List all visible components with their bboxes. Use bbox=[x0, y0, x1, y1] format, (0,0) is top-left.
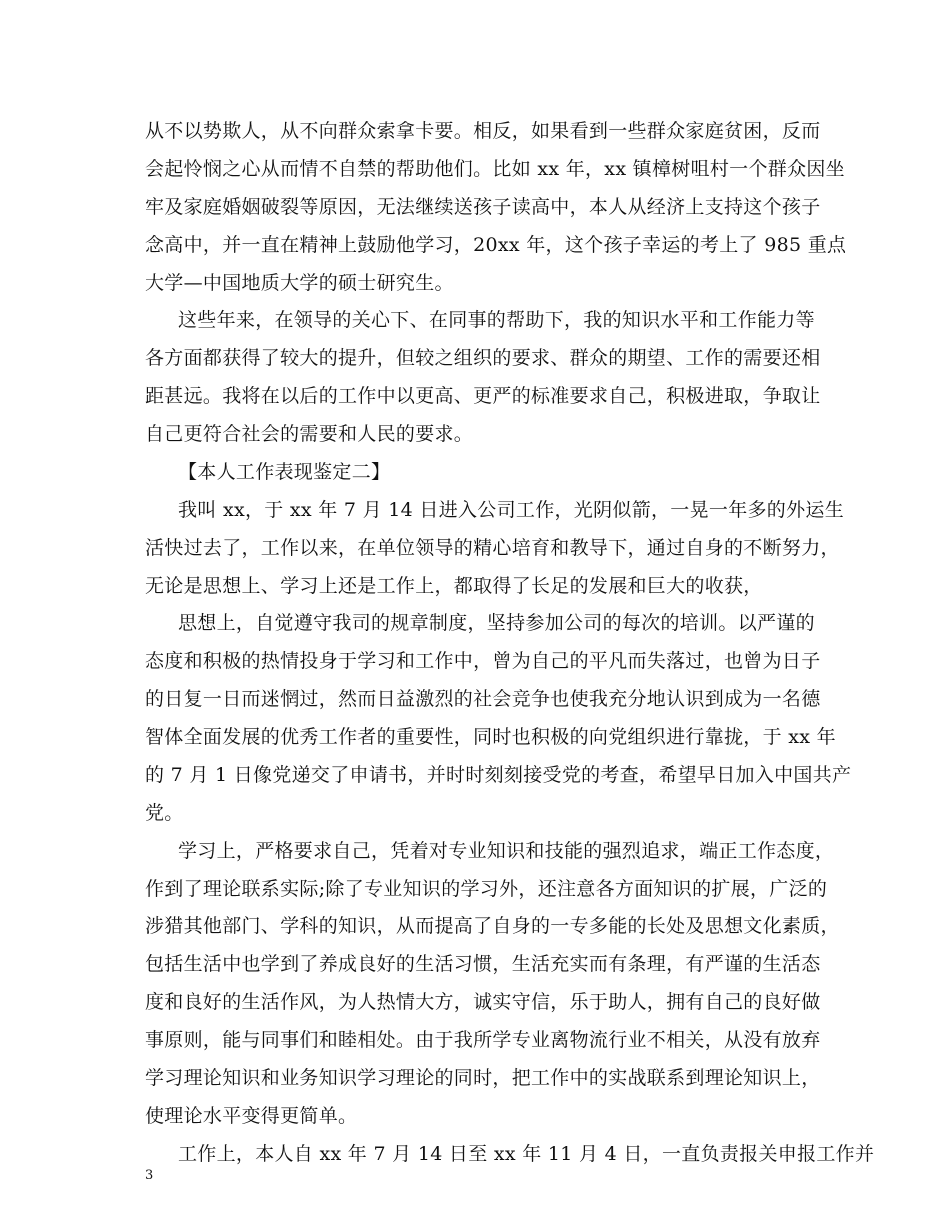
text-line: 涉猎其他部门、学科的知识，从而提高了自身的一专多能的长处及思想文化素质， bbox=[145, 915, 840, 937]
text-line: 使理论水平变得更简单。 bbox=[145, 1105, 358, 1127]
text-line: 大学—中国地质大学的硕士研究生。 bbox=[145, 272, 454, 294]
text-line: 学习理论知识和业务知识学习理论的同时，把工作中的实战联系到理论知识上， bbox=[145, 1067, 821, 1089]
text-line: 态度和积极的热情投身于学习和工作中，曾为自己的平凡而失落过，也曾为日子 bbox=[145, 650, 821, 672]
paragraph-first-line: 工作上，本人自 xx 年 7 月 14 日至 xx 年 11 月 4 日，一直负责报关申报工作并 bbox=[178, 1143, 875, 1165]
text-line: 距甚远。我将在以后的工作中以更高、更严的标准要求自己，积极进取，争取让 bbox=[145, 385, 821, 407]
text-line: 会起怜悯之心从而情不自禁的帮助他们。比如 xx 年，xx 镇樟树咀村一个群众因坐 bbox=[145, 158, 845, 180]
text-line: 牢及家庭婚姻破裂等原因，无法继续送孩子读高中，本人从经济上支持这个孩子 bbox=[145, 196, 821, 218]
text-line: 党。 bbox=[145, 802, 184, 824]
paragraph-first-line: 学习上，严格要求自己，凭着对专业知识和技能的强烈追求，端正工作态度， bbox=[178, 840, 835, 862]
paragraph-first-line: 我叫 xx，于 xx 年 7 月 14 日进入公司工作，光阴似箭，一晃一年多的外运生 bbox=[178, 499, 845, 521]
text-line: 的 7 月 1 日像党递交了申请书，并时时刻刻接受党的考查，希望早日加入中国共产 bbox=[145, 764, 852, 786]
text-line: 无论是思想上、学习上还是工作上，都取得了长足的发展和巨大的收获， bbox=[145, 575, 763, 597]
text-line: 自己更符合社会的需要和人民的要求。 bbox=[145, 423, 474, 445]
text-line: 从不以势欺人，从不向群众索拿卡要。相反，如果看到一些群众家庭贫困，反而 bbox=[145, 120, 821, 142]
section-heading: 【本人工作表现鉴定二】 bbox=[178, 461, 391, 483]
text-line: 的日复一日而迷惘过，然而日益激烈的社会竞争也使我充分地认识到成为一名德 bbox=[145, 688, 821, 710]
page-number: 3 bbox=[145, 1168, 154, 1183]
text-line: 活快过去了，工作以来，在单位领导的精心培育和教导下，通过自身的不断努力， bbox=[145, 537, 840, 559]
text-line: 事原则，能与同事们和睦相处。由于我所学专业离物流行业不相关，从没有放弃 bbox=[145, 1029, 821, 1051]
paragraph-first-line: 这些年来，在领导的关心下、在同事的帮助下，我的知识水平和工作能力等 bbox=[178, 309, 815, 331]
text-line: 度和良好的生活作风，为人热情大方，诚实守信，乐于助人，拥有自己的良好做 bbox=[145, 991, 821, 1013]
text-line: 各方面都获得了较大的提升，但较之组织的要求、群众的期望、工作的需要还相 bbox=[145, 347, 821, 369]
text-line: 念高中，并一直在精神上鼓励他学习，20xx 年，这个孩子幸运的考上了 985 重点 bbox=[145, 234, 847, 256]
text-line: 智体全面发展的优秀工作者的重要性，同时也积极的向党组织进行靠拢，于 xx 年 bbox=[145, 726, 836, 748]
text-line: 包括生活中也学到了养成良好的生活习惯，生活充实而有条理，有严谨的生活态 bbox=[145, 953, 821, 975]
text-line: 作到了理论联系实际;除了专业知识的学习外，还注意各方面知识的扩展，广泛的 bbox=[145, 878, 828, 900]
paragraph-first-line: 思想上，自觉遵守我司的规章制度，坚持参加公司的每次的培训。以严谨的 bbox=[178, 612, 815, 634]
